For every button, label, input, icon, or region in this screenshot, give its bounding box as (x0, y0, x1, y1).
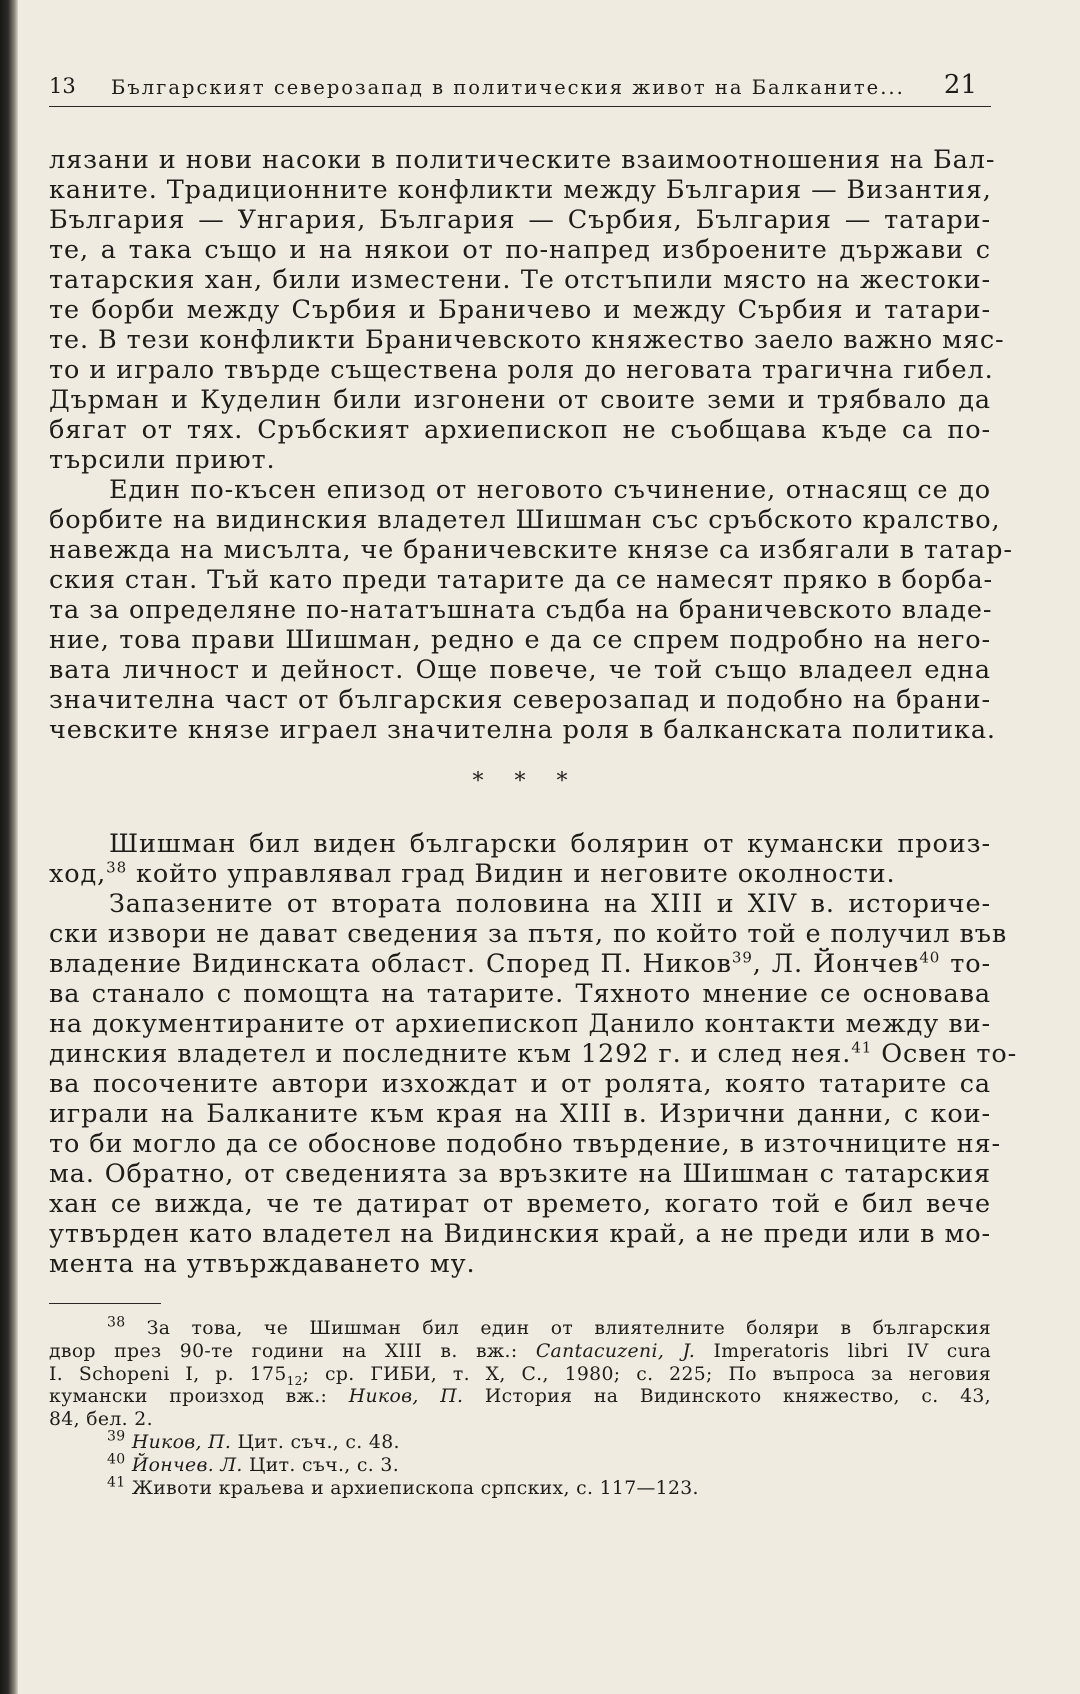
text-line: ние, това прави Шишман, редно е да се спрем подробно на него- (49, 625, 991, 655)
text-line: значителна част от българския северозапад и подобно на брани- (49, 685, 991, 715)
text-line: та за определяне по-нататъшната съдба на браничевското владе- (49, 595, 993, 625)
main-text (49, 145, 1018, 1279)
text-line: мента на утвърждаването му. (49, 1249, 476, 1279)
footnote-38 (49, 1314, 991, 1432)
text-line: то би могло да се обоснове подобно твърдение, в източниците ня- (49, 1129, 1002, 1159)
text-line: Запазените от втората половина на XIII и XIV в. историче- (109, 889, 991, 919)
footnote-ref-40[interactable]: 40 (919, 948, 941, 967)
text-line: те, а така също и на някои от по-напред изброените държави с (49, 235, 991, 265)
footnote-40: $^{40}$ Йончев. Л. Цит. съч., с. 3. (107, 1451, 400, 1476)
footnote-line: 84, бел. 2. (49, 1409, 153, 1431)
text-line: чевските князе играел значителна роля в балканската политика. (49, 715, 996, 745)
text-line: те борби между Сърбия и Браничево и между Сърбия и татари- (49, 295, 991, 325)
text-line: ма. Обратно, от сведенията за връзките на Шишман с татарския (49, 1159, 991, 1189)
footnote-41: $^{41}$ Животи краљева и архиепископа српских, с. 117—123. (107, 1474, 699, 1499)
footnote-line: $^{38}$ За това, че Шишман бил един от влиятелните боляри в българския (107, 1314, 991, 1339)
section-separator: * * * (472, 769, 580, 794)
text-line: ския стан. Тъй като преди татарите да се намесят пряко в борба- (49, 565, 994, 595)
text-line: бягат от тях. Сръбският архиепископ не съобщава къде са по- (49, 415, 991, 445)
running-title: Българският северозапад в политическия живот на Балканите... (111, 76, 905, 99)
text-line: Един по-късен епизод от неговото съчинение, отнасящ се до (109, 475, 991, 505)
right-page-number: 21 (943, 70, 977, 100)
footnotes (49, 1314, 991, 1500)
text-line: утвърден като владетел на Видинския край, а не преди или в мо- (49, 1219, 991, 1249)
text-line: ва станало с помощта на татарите. Тяхното мнение се основава (49, 979, 991, 1009)
left-page-number: 13 (49, 74, 76, 98)
text-line: на документираните от архиепископ Данило контакти между ви- (49, 1009, 991, 1039)
footnote-line: двор през 90-те години на XIII в. вж.: Cantacuzeni, J. Imperatoris libri IV cura (49, 1340, 991, 1362)
text-line: те. В тези конфликти Браничевското княжество заело важно мяс- (49, 325, 1005, 355)
text-line: ски извори не дават сведения за пътя, по който той е получил във (49, 919, 1008, 949)
paragraph-3 (49, 829, 991, 889)
text-line: България — Унгария, България — Сърбия, България — татари- (49, 205, 991, 235)
footnote-line: I. Schopeni I, p. $175_{12}$; ср. ГИБИ, т. X, С., 1980; с. 225; По въпроса за неговия (49, 1363, 991, 1388)
book-page (49, 62, 1018, 1500)
text-line: ход,$^{38}$ който управлявал град Видин и неговите околности. (49, 858, 896, 889)
text-line: хан се вижда, че те датират от времето, когато той е бил вече (49, 1189, 991, 1219)
footnote-ref-38[interactable]: 38 (106, 858, 128, 877)
text-line: динския владетел и последните към 1292 г. и след нея.$^{41}$ Освен то- (49, 1038, 1018, 1069)
text-line: играли на Балканите към края на XIII в. Изрични данни, с кои- (49, 1099, 991, 1129)
footnote-ref-41[interactable]: 41 (851, 1038, 873, 1057)
book-binding-edge (0, 0, 18, 1694)
footnote-divider (49, 1303, 161, 1304)
paragraph-4 (49, 889, 1018, 1279)
text-line: каните. Традиционните конфликти между България — Византия, (49, 175, 992, 205)
text-line: вата личност и дейност. Още повече, че той също владеел една (49, 655, 991, 685)
text-line: ва посочените автори изхождат и от ролята, която татарите са (49, 1069, 991, 1099)
paragraph-1 (49, 145, 1005, 475)
text-line: търсили приют. (49, 445, 276, 475)
text-line: борбите на видинския владетел Шишман със сръбското кралство, (49, 505, 1001, 535)
text-line: навежда на мисълта, че браничевските князе са избягали в татар- (49, 535, 1013, 565)
footnote-ref-39[interactable]: 39 (731, 948, 753, 967)
text-line: владение Видинската област. Според П. Ников$^{39}$, Л. Йончев$^{40}$ то- (49, 948, 991, 979)
footnote-39: $^{39}$ Ников, П. Цит. съч., с. 48. (107, 1428, 400, 1453)
footnote-line: кумански произход вж.: Ников, П. История на Видинското княжество, с. 43, (49, 1386, 991, 1408)
paragraph-2 (49, 475, 1013, 745)
running-head (49, 62, 991, 107)
text-line: то и играло твърде съществена роля до неговата трагична гибел. (49, 355, 994, 385)
text-line: Дърман и Куделин били изгонени от своите земи и трябвало да (49, 385, 991, 415)
text-line: татарския хан, били изместени. Те отстъпили място на жестоки- (49, 265, 991, 295)
text-line: Шишман бил виден български болярин от кумански произ- (109, 829, 991, 859)
text-line: лязани и нови насоки в политическите взаимоотношения на Бал- (49, 145, 996, 175)
